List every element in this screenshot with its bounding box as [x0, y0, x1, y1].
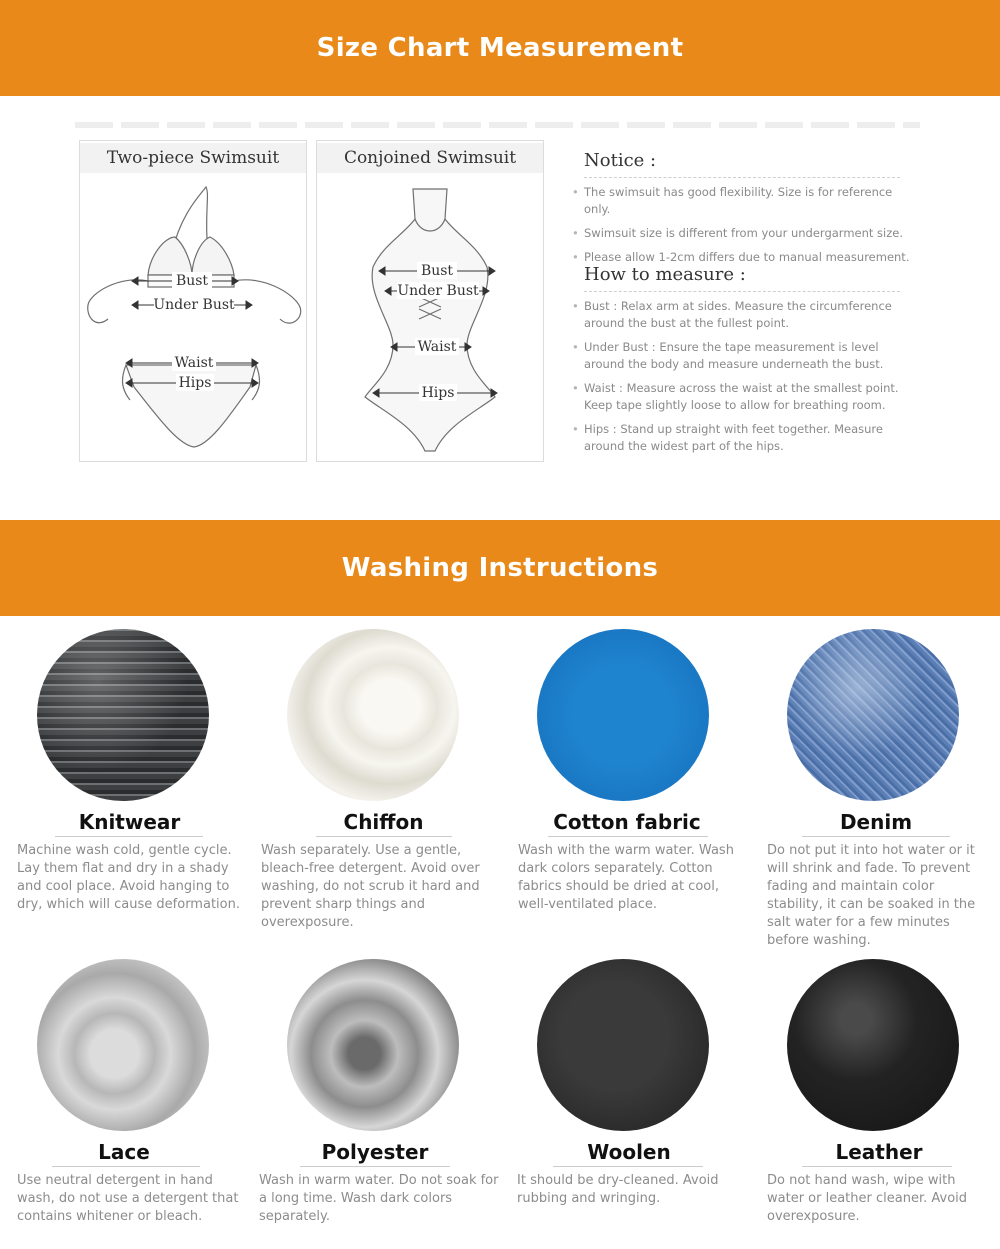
fabric-name: Cotton fabric	[553, 810, 701, 834]
fabric-description: Wash in warm water. Do not soak for a long time. Wash dark colors separately.	[259, 1173, 499, 1224]
notice-item: • The swimsuit has good flexibility. Size is for reference only.	[584, 184, 914, 218]
fabric-name-underline	[52, 1166, 200, 1167]
fabric-name: Chiffon	[343, 810, 424, 834]
two-piece-swimsuit-illustration	[80, 175, 306, 461]
chiffon-swatch-image	[287, 629, 459, 801]
fabric-name-underline	[300, 1166, 450, 1167]
fabric-description: Do not hand wash, wipe with water or leather cleaner. Avoid overexposure.	[767, 1173, 968, 1224]
how-to-measure-list	[584, 298, 914, 455]
two-piece-waist-label: Waist	[174, 355, 214, 371]
two-piece-under-bust-label: Under Bust	[153, 297, 235, 313]
conjoined-waist-label: Waist	[417, 339, 457, 355]
conjoined-under-bust-label: Under Bust	[397, 283, 479, 299]
washing-instructions-title: Washing Instructions	[341, 553, 659, 583]
size-chart-title: Size Chart Measurement	[316, 33, 684, 63]
denim-swatch-image	[787, 629, 959, 801]
fabric-name-underline	[802, 1166, 952, 1167]
fabric-name-underline	[55, 836, 203, 837]
two-piece-hips-label: Hips	[178, 375, 212, 391]
notice-heading: Notice :	[584, 150, 657, 171]
fabric-name-underline	[553, 1166, 703, 1167]
faint-caption-line	[75, 122, 920, 128]
two-piece-swimsuit-panel	[79, 140, 307, 462]
fabric-name: Leather	[835, 1140, 923, 1164]
conjoined-bust-label: Bust	[420, 263, 454, 279]
notice-list	[584, 184, 914, 266]
measure-item-bust: • Bust : Relax arm at sides. Measure the circumference around the bust at the fullest point.	[584, 298, 914, 332]
lace-swatch-image	[37, 959, 209, 1131]
fabric-description: Wash separately. Use a gentle, bleach-free detergent. Avoid over washing, do not scrub it hard and prevent sharp things and overexposure.	[261, 843, 480, 930]
fabric-description: Machine wash cold, gentle cycle. Lay them flat and dry in a shady and cool place. Avoid hanging to dry, which will cause deformation.	[17, 843, 240, 912]
fabric-name: Lace	[98, 1140, 150, 1164]
fabric-name: Denim	[839, 810, 913, 834]
fabric-name-underline	[548, 836, 708, 837]
notice-item: • Swimsuit size is different from your undergarment size.	[584, 225, 914, 242]
notice-item: • Please allow 1-2cm differs due to manual measurement.	[584, 249, 914, 266]
fabric-name-underline	[802, 836, 950, 837]
size-chart-banner	[0, 0, 1000, 96]
woolen-swatch-image	[537, 959, 709, 1131]
how-to-measure-section	[584, 264, 914, 462]
leather-swatch-image	[787, 959, 959, 1131]
conjoined-title: Conjoined Swimsuit	[317, 143, 543, 173]
measure-item-under-bust: • Under Bust : Ensure the tape measurement is level around the body and measure underneath the bust.	[584, 339, 914, 373]
polyester-swatch-image	[287, 959, 459, 1131]
conjoined-swimsuit-panel	[316, 140, 544, 462]
fabric-description: Do not put it into hot water or it will shrink and fade. To prevent fading and maintain color stability, it can be soaked in the salt water for a few minutes before washing.	[767, 843, 976, 948]
cotton-swatch-image	[537, 629, 709, 801]
conjoined-swimsuit-illustration	[317, 175, 543, 461]
how-to-measure-heading: How to measure :	[584, 264, 746, 285]
fabric-description: It should be dry-cleaned. Avoid rubbing and wringing.	[517, 1173, 719, 1206]
measure-item-hips: • Hips : Stand up straight with feet together. Measure around the widest part of the hips.	[584, 421, 914, 455]
conjoined-hips-label: Hips	[421, 385, 455, 401]
fabric-name: Polyester	[321, 1140, 429, 1164]
measure-item-waist: • Waist : Measure across the waist at the smallest point. Keep tape slightly loose to allow for breathing room.	[584, 380, 914, 414]
fabric-description: Use neutral detergent in hand wash, do not use a detergent that contains whitener or bleach.	[17, 1173, 239, 1224]
how-to-measure-divider	[584, 291, 900, 292]
two-piece-bust-label: Bust	[175, 273, 209, 289]
notice-section	[584, 150, 914, 273]
knitwear-swatch-image	[37, 629, 209, 801]
fabric-name-underline	[316, 836, 452, 837]
two-piece-title: Two-piece Swimsuit	[80, 143, 306, 173]
fabric-description: Wash with the warm water. Wash dark colors separately. Cotton fabrics should be dried at cool, well-ventilated place.	[518, 843, 734, 912]
fabric-name: Knitwear	[78, 810, 181, 834]
fabric-name: Woolen	[587, 1140, 671, 1164]
notice-divider	[584, 177, 900, 178]
washing-instructions-banner	[0, 520, 1000, 616]
